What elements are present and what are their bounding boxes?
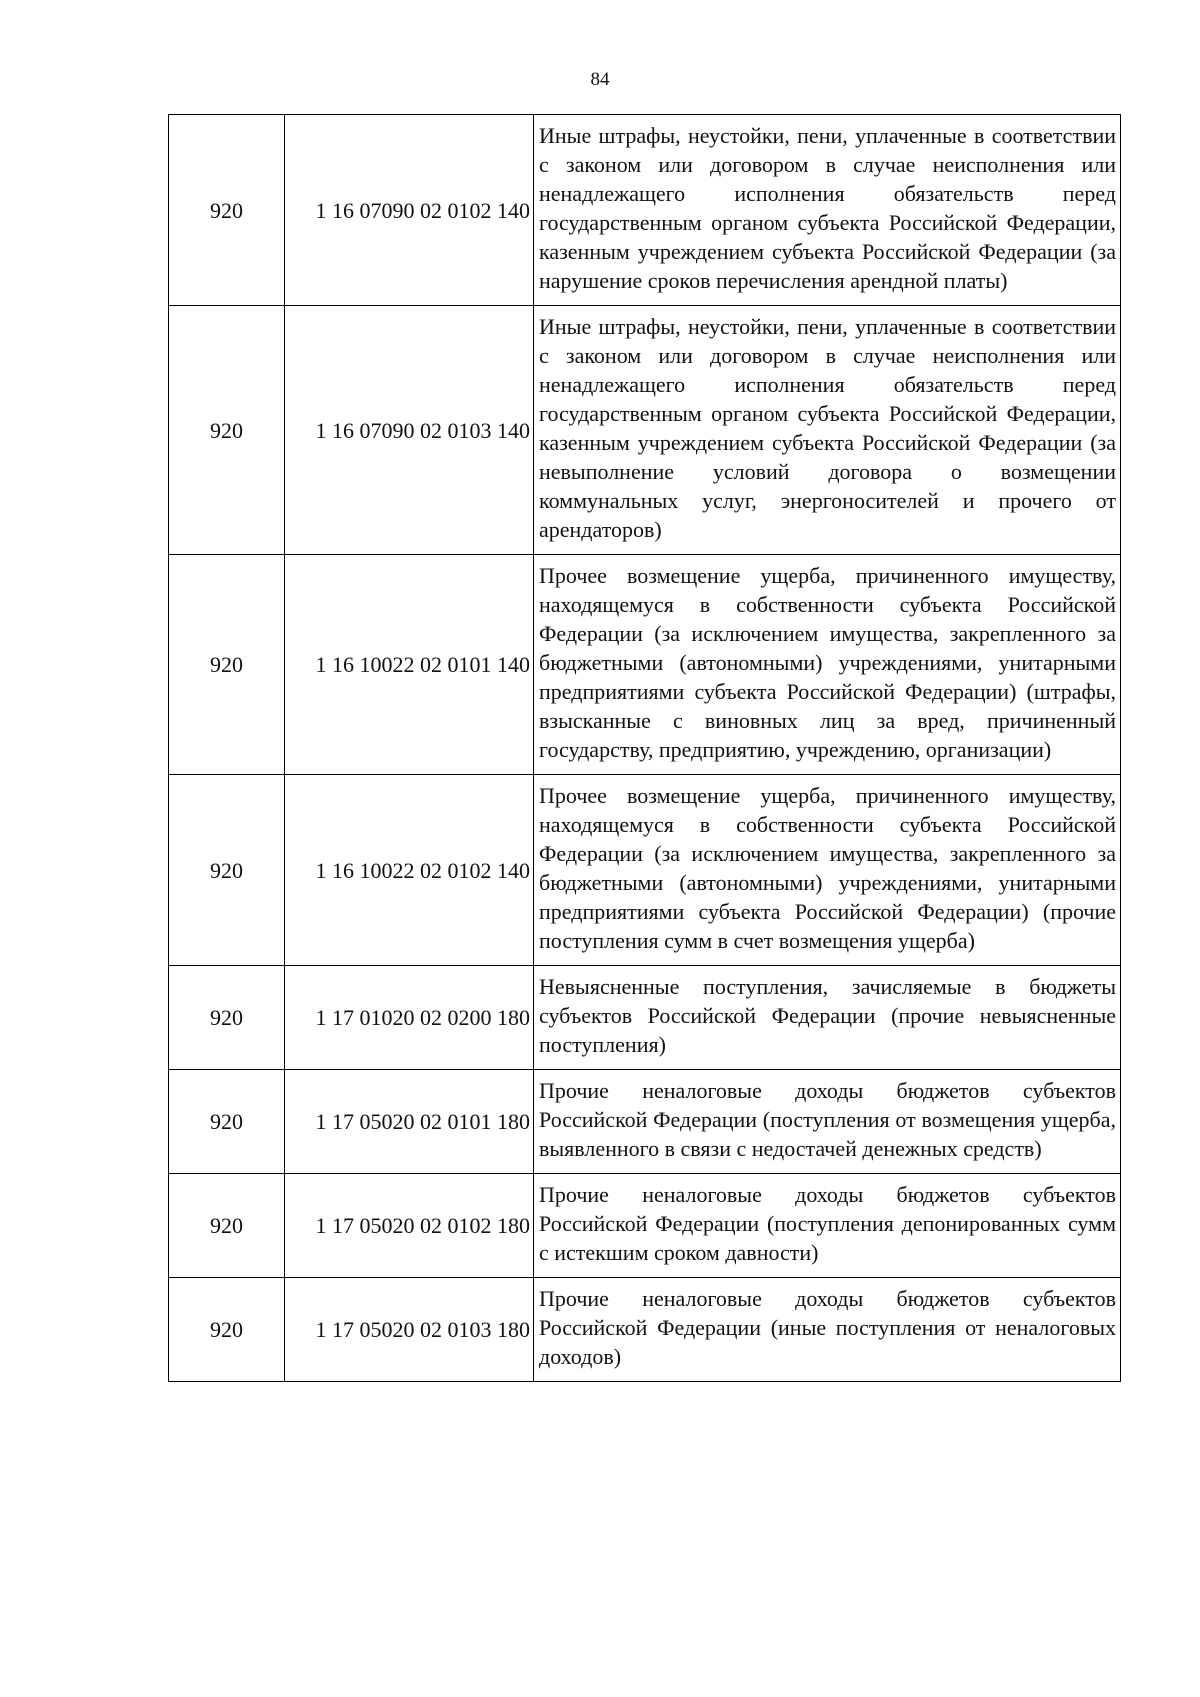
table-row	[169, 306, 1121, 555]
description-cell: Прочее возмещение ущерба, причиненного имуществу, находящемуся в собственности субъекта Российской Федерации (за исключением имущества, закрепленного за бюджетными (автономными) учреждениями, унитарными предприятиями субъекта Российской Федерации) (прочие поступления сумм в счет возмещения ущерба)	[534, 775, 1121, 966]
admin-code-cell: 920	[169, 306, 285, 555]
table-row	[169, 1174, 1121, 1278]
budget-code-cell: 1 17 05020 02 0101 180	[285, 1070, 534, 1174]
description-cell: Невыясненные поступления, зачисляемые в бюджеты субъектов Российской Федерации (прочие невыясненные поступления)	[534, 966, 1121, 1070]
budget-code-cell: 1 16 10022 02 0101 140	[285, 555, 534, 775]
description-cell: Прочие неналоговые доходы бюджетов субъектов Российской Федерации (поступления от возмещения ущерба, выявленного в связи с недостачей денежных средств)	[534, 1070, 1121, 1174]
budget-classification-table	[168, 114, 1121, 1382]
admin-code-cell: 920	[169, 1174, 285, 1278]
admin-code-cell: 920	[169, 966, 285, 1070]
admin-code-cell: 920	[169, 1278, 285, 1382]
description-cell: Прочие неналоговые доходы бюджетов субъектов Российской Федерации (иные поступления от неналоговых доходов)	[534, 1278, 1121, 1382]
page-number: 84	[590, 69, 610, 90]
budget-code-cell: 1 16 07090 02 0102 140	[285, 115, 534, 306]
table-row	[169, 1070, 1121, 1174]
description-cell: Иные штрафы, неустойки, пени, уплаченные в соответствии с законом или договором в случае неисполнения или ненадлежащего исполнения обязательств перед государственным органом субъекта Российской Федерации, казенным учреждением субъекта Российской Федерации (за нарушение сроков перечисления арендной платы)	[534, 115, 1121, 306]
budget-code-cell: 1 16 10022 02 0102 140	[285, 775, 534, 966]
table-row	[169, 1278, 1121, 1382]
budget-code-cell: 1 17 01020 02 0200 180	[285, 966, 534, 1070]
table-row	[169, 555, 1121, 775]
admin-code-cell: 920	[169, 555, 285, 775]
budget-code-cell: 1 17 05020 02 0103 180	[285, 1278, 534, 1382]
table-row	[169, 775, 1121, 966]
budget-code-cell: 1 17 05020 02 0102 180	[285, 1174, 534, 1278]
budget-code-cell: 1 16 07090 02 0103 140	[285, 306, 534, 555]
description-cell: Прочие неналоговые доходы бюджетов субъектов Российской Федерации (поступления депонированных сумм с истекшим сроком давности)	[534, 1174, 1121, 1278]
description-cell: Прочее возмещение ущерба, причиненного имуществу, находящемуся в собственности субъекта Российской Федерации (за исключением имущества, закрепленного за бюджетными (автономными) учреждениями, унитарными предприятиями субъекта Российской Федерации) (штрафы, взысканные с виновных лиц за вред, причиненный государству, предприятию, учреждению, организации)	[534, 555, 1121, 775]
admin-code-cell: 920	[169, 775, 285, 966]
description-cell: Иные штрафы, неустойки, пени, уплаченные в соответствии с законом или договором в случае неисполнения или ненадлежащего исполнения обязательств перед государственным органом субъекта Российской Федерации, казенным учреждением субъекта Российской Федерации (за невыполнение условий договора о возмещении коммунальных услуг, энергоносителей и прочего от арендаторов)	[534, 306, 1121, 555]
table-row	[169, 966, 1121, 1070]
table-row	[169, 115, 1121, 306]
admin-code-cell: 920	[169, 1070, 285, 1174]
admin-code-cell: 920	[169, 115, 285, 306]
